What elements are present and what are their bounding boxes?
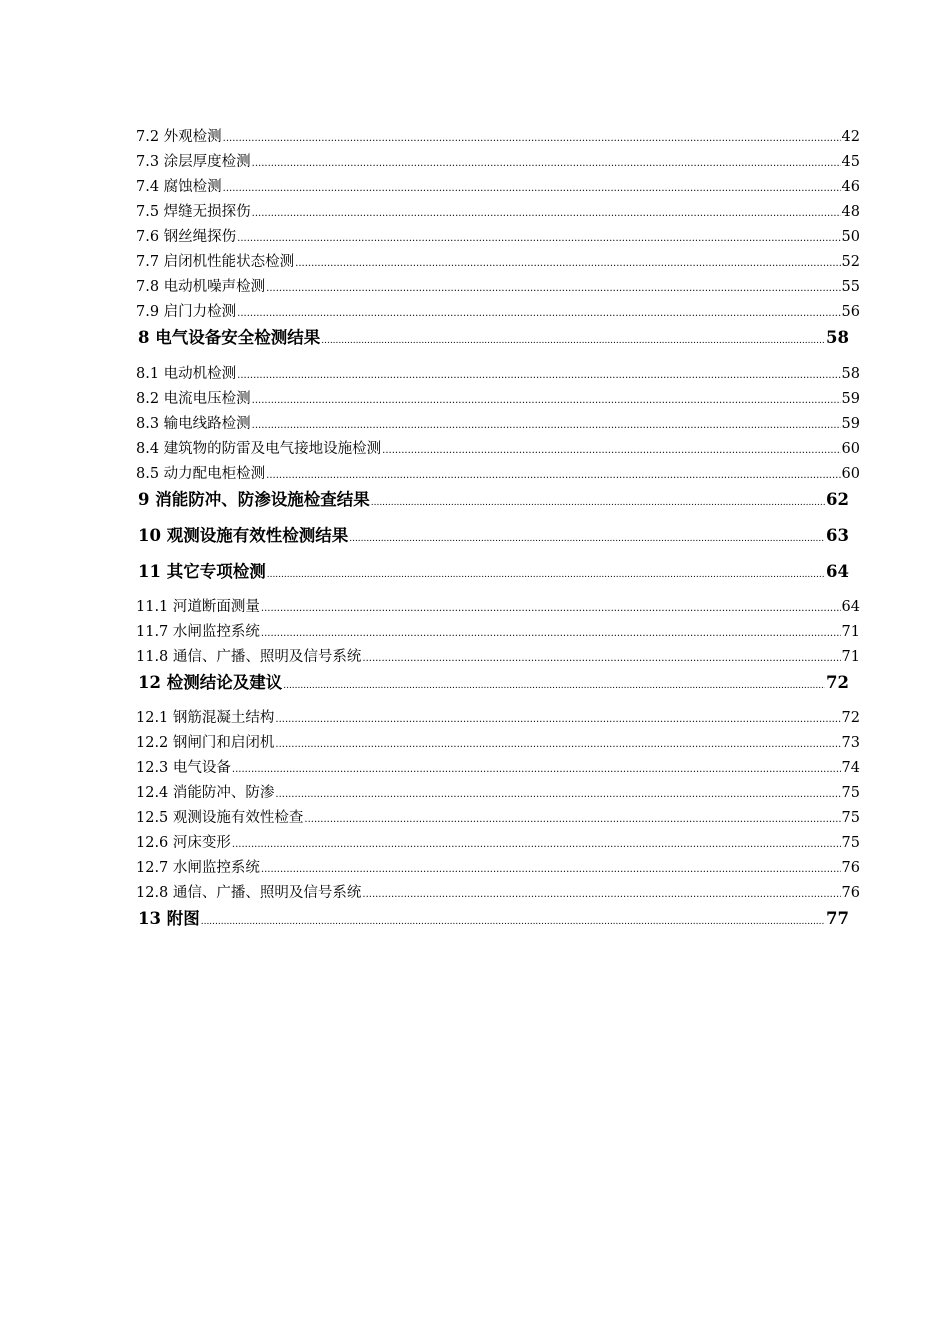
toc-entry-title: 11.1 河道断面测量 [136,599,260,615]
toc-chapter-entry[interactable] [136,325,860,362]
toc-entry-title: 13 附图 [138,909,200,928]
toc-entry[interactable] [136,462,860,487]
toc-entry-page: 59 [841,391,860,407]
toc-entry-title: 12.5 观测设施有效性检查 [136,810,304,826]
toc-entry-page: 52 [841,254,860,270]
toc-entry-page: 58 [826,328,849,347]
toc-entry-title: 12.6 河床变形 [136,835,231,851]
toc-entry-title: 12.3 电气设备 [136,760,231,776]
toc-chapter-entry[interactable] [136,487,860,523]
toc-leader-dots [362,646,840,671]
toc-entry-title: 7.7 启闭机性能状态检测 [136,254,295,270]
toc-leader-dots [267,562,825,588]
toc-leader-dots [283,673,825,699]
toc-entry-title: 12 检测结论及建议 [138,673,283,692]
toc-entry-page: 64 [826,562,849,581]
toc-entry[interactable] [136,856,860,881]
toc-leader-dots [232,757,841,782]
toc-chapter-entry[interactable] [136,523,860,559]
toc-entry-page: 55 [841,279,860,295]
toc-entry[interactable] [136,225,860,250]
toc-entry-title: 11.8 通信、广播、照明及信号系统 [136,649,362,665]
toc-leader-dots [223,176,841,201]
toc-entry-title: 7.3 涂层厚度检测 [136,154,251,170]
toc-entry-page: 59 [841,416,860,432]
toc-entry[interactable] [136,645,860,670]
toc-leader-dots [252,151,841,176]
toc-entry-title: 7.8 电动机噪声检测 [136,279,266,295]
toc-entry[interactable] [136,595,860,620]
toc-leader-dots [304,807,840,832]
toc-entry[interactable] [136,175,860,200]
toc-entry-title: 7.4 腐蚀检测 [136,179,222,195]
toc-entry[interactable] [136,756,860,781]
toc-leader-dots [252,388,841,413]
toc-leader-dots [237,226,840,251]
toc-leader-dots [261,621,841,646]
toc-entry[interactable] [136,731,860,756]
toc-chapter-entry[interactable] [136,906,860,942]
toc-leader-dots [275,732,840,757]
toc-entry-title: 7.9 启门力检测 [136,304,237,320]
toc-entry-page: 77 [826,909,849,928]
toc-entry[interactable] [136,300,860,325]
toc-leader-dots [362,882,840,907]
toc-entry-page: 72 [826,673,849,692]
toc-entry-page: 71 [841,624,860,640]
toc-entry-page: 45 [841,154,860,170]
table-of-contents [136,125,860,942]
toc-entry-title: 12.4 消能防冲、防渗 [136,785,275,801]
toc-entry-title: 11 其它专项检测 [138,562,266,581]
toc-leader-dots [266,276,840,301]
toc-leader-dots [321,328,825,354]
toc-entry-page: 60 [841,466,860,482]
toc-leader-dots [237,363,840,388]
toc-entry-title: 7.5 焊缝无损探伤 [136,204,251,220]
toc-leader-dots [252,413,841,438]
toc-leader-dots [275,707,840,732]
toc-entry[interactable] [136,437,860,462]
toc-leader-dots [349,526,825,552]
toc-entry-page: 74 [841,760,860,776]
toc-leader-dots [232,832,841,857]
toc-entry-page: 72 [841,710,860,726]
toc-entry-title: 9 消能防冲、防渗设施检查结果 [138,490,370,509]
toc-entry[interactable] [136,781,860,806]
toc-entry-page: 63 [826,526,849,545]
toc-entry-title: 8.2 电流电压检测 [136,391,251,407]
toc-entry-title: 8.5 动力配电柜检测 [136,466,266,482]
toc-entry[interactable] [136,387,860,412]
toc-entry-page: 48 [841,204,860,220]
toc-entry[interactable] [136,150,860,175]
toc-entry[interactable] [136,831,860,856]
toc-entry-title: 12.2 钢闸门和启闭机 [136,735,275,751]
toc-leader-dots [201,909,825,935]
toc-entry-title: 8.4 建筑物的防雷及电气接地设施检测 [136,441,382,457]
toc-entry-page: 75 [841,835,860,851]
toc-leader-dots [371,490,825,516]
toc-entry-page: 76 [841,885,860,901]
toc-entry-title: 12.8 通信、广播、照明及信号系统 [136,885,362,901]
toc-entry-title: 10 观测设施有效性检测结果 [138,526,349,545]
toc-entry-page: 73 [841,735,860,751]
toc-entry[interactable] [136,412,860,437]
toc-leader-dots [252,201,841,226]
toc-leader-dots [237,301,840,326]
toc-entry[interactable] [136,881,860,906]
toc-entry-page: 56 [841,304,860,320]
toc-entry[interactable] [136,362,860,387]
toc-leader-dots [261,857,841,882]
toc-entry[interactable] [136,250,860,275]
toc-entry-page: 71 [841,649,860,665]
toc-entry-title: 11.7 水闸监控系统 [136,624,260,640]
toc-leader-dots [223,126,841,151]
toc-leader-dots [261,596,841,621]
toc-entry-page: 60 [841,441,860,457]
toc-entry-page: 64 [841,599,860,615]
toc-entry-title: 12.1 钢筋混凝土结构 [136,710,275,726]
toc-entry-title: 7.6 钢丝绳探伤 [136,229,237,245]
toc-entry-title: 7.2 外观检测 [136,129,222,145]
toc-entry-page: 76 [841,860,860,876]
toc-entry[interactable] [136,620,860,645]
toc-entry-page: 75 [841,810,860,826]
toc-leader-dots [275,782,840,807]
toc-entry-page: 58 [841,366,860,382]
toc-chapter-entry[interactable] [136,670,860,706]
toc-leader-dots [295,251,840,276]
toc-entry-page: 46 [841,179,860,195]
toc-entry-page: 50 [841,229,860,245]
toc-entry-page: 42 [841,129,860,145]
toc-entry[interactable] [136,125,860,150]
toc-chapter-entry[interactable] [136,559,860,595]
toc-entry-title: 8.3 输电线路检测 [136,416,251,432]
toc-entry-title: 8 电气设备安全检测结果 [138,328,321,347]
toc-entry[interactable] [136,200,860,225]
toc-leader-dots [266,463,840,488]
toc-entry[interactable] [136,806,860,831]
toc-entry-title: 8.1 电动机检测 [136,366,237,382]
toc-leader-dots [382,438,840,463]
toc-entry[interactable] [136,706,860,731]
toc-entry-page: 62 [826,490,849,509]
toc-entry[interactable] [136,275,860,300]
toc-entry-title: 12.7 水闸监控系统 [136,860,260,876]
toc-entry-page: 75 [841,785,860,801]
